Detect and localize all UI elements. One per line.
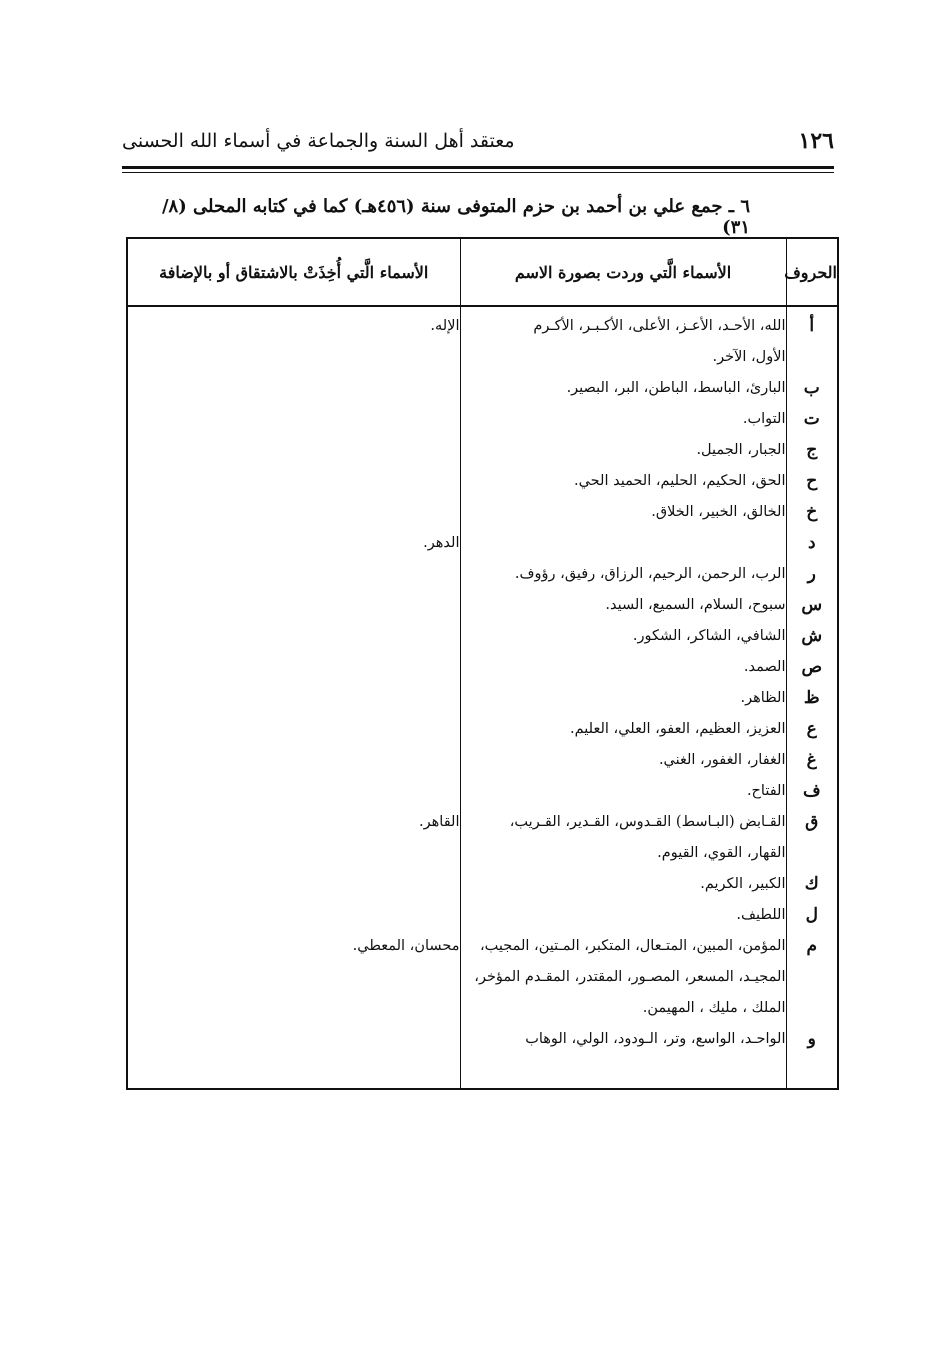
table-row [127,838,838,869]
header-derived-names: الأسماء الَّتي أُخِذَتْ بالاشتقاق أو بالإضافة [127,238,460,306]
table-row [127,306,838,342]
letter-cell: س [786,590,838,621]
table-row [127,590,838,621]
derived-names-cell [127,404,460,435]
letter-cell [786,342,838,373]
direct-names-cell: المؤمن، المبين، المتـعال، المتكبر، المـتين، المجيب، [460,931,786,962]
table-row [127,1024,838,1089]
page-number: ١٢٦ [798,128,834,154]
derived-names-cell [127,590,460,621]
letter-cell: ق [786,807,838,838]
header-direct-names: الأسماء الَّتي وردت بصورة الاسم [460,238,786,306]
letter-cell: ف [786,776,838,807]
derived-names-cell [127,900,460,931]
table-row [127,900,838,931]
letter-cell: ص [786,652,838,683]
table-row [127,807,838,838]
table-row [127,404,838,435]
direct-names-cell: العزيز، العظيم، العفو، العلي، العليم. [460,714,786,745]
letter-cell: ظ [786,683,838,714]
table-row [127,931,838,962]
letter-cell: غ [786,745,838,776]
table-row [127,435,838,466]
table-row [127,528,838,559]
derived-names-cell [127,1024,460,1089]
letter-cell: ل [786,900,838,931]
table-row [127,466,838,497]
direct-names-cell: الظاهر. [460,683,786,714]
letter-cell [786,962,838,993]
table-row [127,683,838,714]
derived-names-cell: الإله. [127,306,460,342]
letter-cell: ع [786,714,838,745]
letter-cell: م [786,931,838,962]
direct-names-cell [460,528,786,559]
direct-names-cell: اللطيف. [460,900,786,931]
derived-names-cell: محسان، المعطي. [127,931,460,962]
derived-names-cell [127,683,460,714]
direct-names-cell: سبوح، السلام، السميع، السيد. [460,590,786,621]
header-rule-thin [122,172,834,173]
letter-cell: ك [786,869,838,900]
derived-names-cell [127,466,460,497]
letter-cell: ج [786,435,838,466]
section-heading: ٦ ـ جمع علي بن أحمد بن حزم المتوفى سنة (٤٥٦هـ) كما في كتابه المحلى (٨/ ٣١) [161,196,750,238]
table-row [127,652,838,683]
table-row [127,497,838,528]
derived-names-cell [127,869,460,900]
table-body [127,306,838,1089]
letter-cell: و [786,1024,838,1089]
direct-names-cell: الملك ، مليك ، المهيمن. [460,993,786,1024]
direct-names-cell: المجيـد، المسعر، المصـور، المقتدر، المقـدم المؤخر، [460,962,786,993]
direct-names-cell: التواب. [460,404,786,435]
derived-names-cell [127,497,460,528]
table-row [127,559,838,590]
letter-cell: ر [786,559,838,590]
header-rule-thick [122,166,834,169]
derived-names-cell [127,342,460,373]
derived-names-cell: الدهر. [127,528,460,559]
direct-names-cell: الحق، الحكيم، الحليم، الحميد الحي. [460,466,786,497]
direct-names-cell: الجبار، الجميل. [460,435,786,466]
page-header [122,128,834,164]
table-header-row [127,238,838,306]
derived-names-cell [127,435,460,466]
direct-names-cell: القهار، القوي، القيوم. [460,838,786,869]
letter-cell: د [786,528,838,559]
direct-names-cell: الأول، الآخر. [460,342,786,373]
derived-names-cell: القاهر. [127,807,460,838]
derived-names-cell [127,993,460,1024]
derived-names-cell [127,373,460,404]
table-row [127,373,838,404]
running-title: معتقد أهل السنة والجماعة في أسماء الله الحسنى [122,130,515,152]
table-row [127,745,838,776]
derived-names-cell [127,652,460,683]
table-row [127,993,838,1024]
direct-names-cell: الخالق، الخبير، الخلاق. [460,497,786,528]
direct-names-cell: الغفار، الغفور، الغني. [460,745,786,776]
direct-names-cell: البارئ، الباسط، الباطن، البر، البصير. [460,373,786,404]
letter-cell: ب [786,373,838,404]
direct-names-cell: القـابض (البـاسط) القـدوس، القـدير، القـريب، [460,807,786,838]
derived-names-cell [127,621,460,652]
letter-cell: خ [786,497,838,528]
table-row [127,962,838,993]
derived-names-cell [127,714,460,745]
derived-names-cell [127,838,460,869]
letter-cell [786,838,838,869]
letter-cell: أ [786,306,838,342]
derived-names-cell [127,559,460,590]
table-row [127,869,838,900]
names-table [126,237,839,1090]
letter-cell: ش [786,621,838,652]
direct-names-cell: الله، الأحـد، الأعـز، الأعلى، الأكـبـر، الأكـرم [460,306,786,342]
table-row [127,342,838,373]
letter-cell: ح [786,466,838,497]
letter-cell: ت [786,404,838,435]
direct-names-cell: الفتاح. [460,776,786,807]
letter-cell [786,993,838,1024]
direct-names-cell: الواحـد، الواسع، وتر، الـودود، الولي، الوهاب [460,1024,786,1089]
table-row [127,776,838,807]
direct-names-cell: الرب، الرحمن، الرحيم، الرزاق، رفيق، رؤوف. [460,559,786,590]
direct-names-cell: الكبير، الكريم. [460,869,786,900]
direct-names-cell: الصمد. [460,652,786,683]
table-row [127,621,838,652]
table-row [127,714,838,745]
derived-names-cell [127,745,460,776]
derived-names-cell [127,962,460,993]
derived-names-cell [127,776,460,807]
header-letters: الحروف [786,238,838,306]
direct-names-cell: الشافي، الشاكر، الشكور. [460,621,786,652]
